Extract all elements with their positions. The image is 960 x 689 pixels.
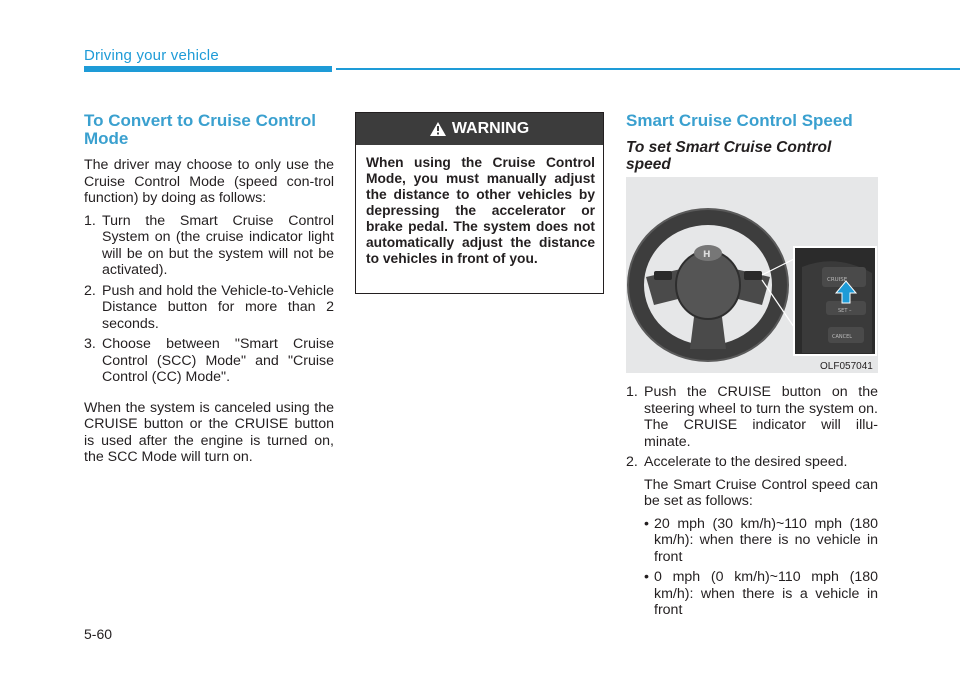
page-number: 5-60	[84, 626, 113, 642]
speed-range-item	[644, 516, 878, 566]
convert-step	[84, 336, 334, 386]
bullet-dot: •	[644, 569, 649, 585]
step-number: 3.	[84, 336, 96, 352]
warning-box	[355, 112, 604, 294]
convert-heading: To Convert to Cruise Control Mode	[84, 111, 317, 148]
step-number: 1.	[84, 212, 96, 229]
warning-triangle-icon	[430, 122, 446, 136]
cancel-button-label: CANCEL	[832, 334, 853, 340]
step-text: Push the CRUISE button on the steering wheel to turn the system on. The CRUISE indicator will illu-minate.	[644, 384, 878, 450]
svg-text:H: H	[703, 250, 711, 260]
steering-wheel-figure	[626, 177, 878, 373]
speed-range-text: 0 mph (0 km/h)~110 mph (180 km/h): when there is a vehicle in front	[654, 569, 878, 618]
cruise-button-label: CRUISE	[827, 277, 848, 283]
cancel-note: When the system is canceled using the CRUISE button or the CRUISE button is used after the engine is turned on, the SCC Mode will turn on.	[84, 399, 334, 465]
set-button-label: SET –	[838, 308, 852, 314]
section-title: Driving your vehicle	[84, 47, 219, 64]
convert-intro: The driver may choose to only use the Cruise Control Mode (speed con-trol function) by doing as follows:	[84, 157, 334, 206]
convert-step	[84, 283, 334, 333]
set-speed-subheading: To set Smart Cruise Control speed	[626, 139, 832, 173]
set-speed-step	[626, 454, 878, 471]
step-text: Choose between "Smart Cruise Control (SCC) Mode" and "Cruise Control (CC) Mode".	[102, 336, 334, 385]
warning-header	[356, 113, 603, 145]
right-column-steps	[626, 384, 878, 623]
warning-label: WARNING	[451, 120, 530, 137]
steering-wheel-illustration	[626, 177, 878, 373]
figure-code: OLF057041	[820, 361, 873, 372]
right-column	[626, 112, 878, 182]
bullet-dot: •	[644, 515, 649, 532]
header-rule-thick	[84, 66, 332, 72]
step-number: 1.	[626, 384, 638, 400]
warning-text: When using the Cruise Control Mode, you must manually adjust the distance to other vehicles by depressing the accelerator or brake pedal. The system does not automatically adjust the distance to vehicles in front of you.	[366, 155, 595, 266]
step-text: Accelerate to the desired speed.	[644, 454, 848, 470]
speed-intro: The Smart Cruise Control speed can be set as follows:	[644, 476, 878, 509]
speed-range-item	[644, 569, 878, 619]
header-rule-thin	[336, 68, 960, 70]
convert-step	[84, 213, 334, 279]
step-number: 2.	[626, 454, 638, 470]
step-text: Turn the Smart Cruise Control System on (the cruise indicator light will be on but the system will not be activated).	[102, 212, 334, 278]
speed-heading: Smart Cruise Control Speed	[626, 111, 853, 130]
left-column	[84, 112, 334, 466]
set-speed-step	[626, 384, 878, 450]
speed-range-text: 20 mph (30 km/h)~110 mph (180 km/h): when there is no vehicle in front	[654, 515, 878, 565]
step-text: Push and hold the Vehicle-to-Vehicle Distance button for more than 2 seconds.	[102, 282, 334, 332]
step-number: 2.	[84, 282, 96, 299]
